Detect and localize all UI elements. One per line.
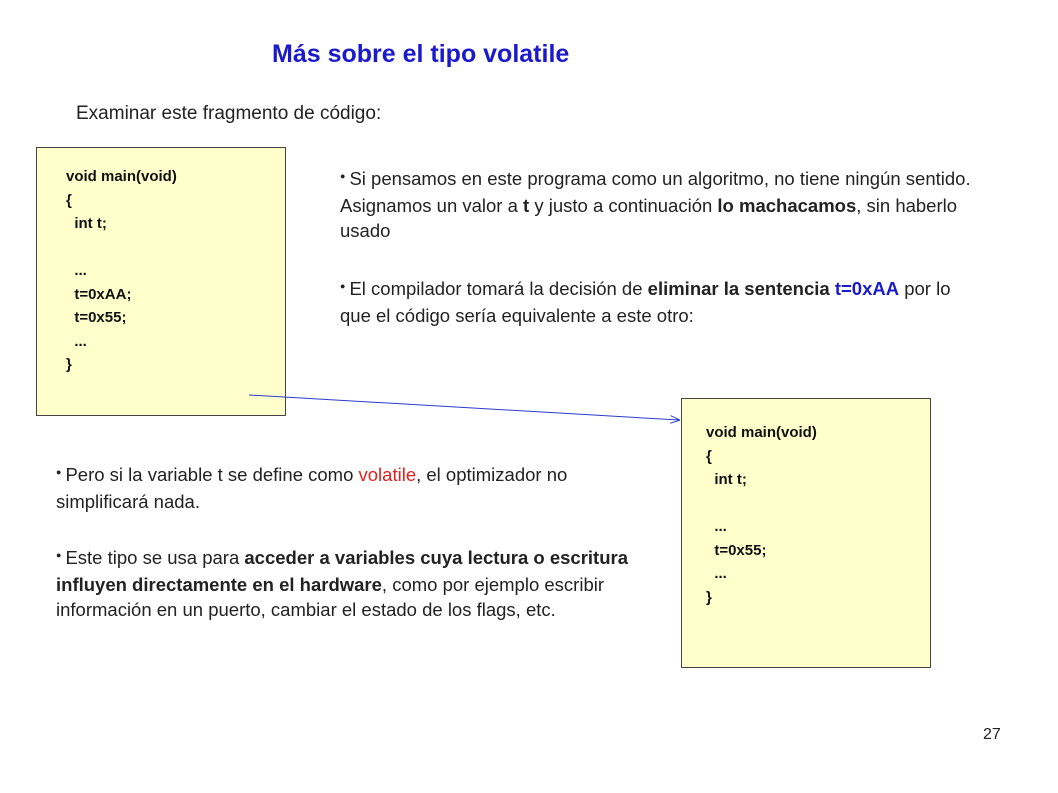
- bullet-hardware: ● Este tipo se usa para acceder a variables cuya lectura o escritura influyen directamente en el hardware, como por ejemplo escribir información en un puerto, cambiar el estado de los flags, etc.: [56, 547, 628, 621]
- code-line: void main(void): [706, 424, 817, 441]
- bullet-dot-icon: ●: [340, 171, 346, 182]
- bullet-dot-icon: ●: [56, 550, 62, 561]
- code-line: {: [66, 191, 72, 209]
- bullet-algorithm: ● Si pensamos en este programa como un algoritmo, no tiene ningún sentido. Asignamos un valor a t y justo a continuación lo machacamos, sin haberlo usado: [340, 168, 971, 242]
- code-line: int t;: [66, 215, 107, 232]
- bullet-dot-icon: ●: [56, 467, 62, 478]
- slide-title: Más sobre el tipo volatile: [272, 40, 570, 68]
- code-line: ...: [706, 518, 727, 535]
- code-line: }: [66, 356, 72, 373]
- code-line: {: [706, 447, 712, 465]
- code-line: ...: [66, 262, 87, 279]
- page-number: 27: [983, 726, 1001, 743]
- bullet-compiler: ● El compilador tomará la decisión de eliminar la sentencia t=0xAA por lo que el código sería equivalente a este otro:: [340, 278, 951, 326]
- code-line: t=0xAA;: [66, 285, 132, 303]
- slide-subtitle: Examinar este fragmento de código:: [76, 103, 382, 124]
- code-line: ...: [66, 332, 87, 350]
- code-line: }: [706, 588, 712, 606]
- bullet-dot-icon: ●: [340, 281, 346, 292]
- code-line: t=0x55;: [706, 541, 767, 559]
- optimized-code-box: [681, 398, 931, 668]
- code-line: void main(void): [66, 168, 177, 185]
- code-line: ...: [706, 565, 727, 582]
- code-line: [706, 492, 930, 516]
- original-code-box: [36, 147, 286, 416]
- bullet-volatile: ● Pero si la variable t se define como volatile, el optimizador no simplificará nada.: [56, 464, 568, 512]
- code-line: t=0x55;: [66, 309, 127, 326]
- code-line: [66, 236, 285, 260]
- code-line: int t;: [706, 471, 747, 488]
